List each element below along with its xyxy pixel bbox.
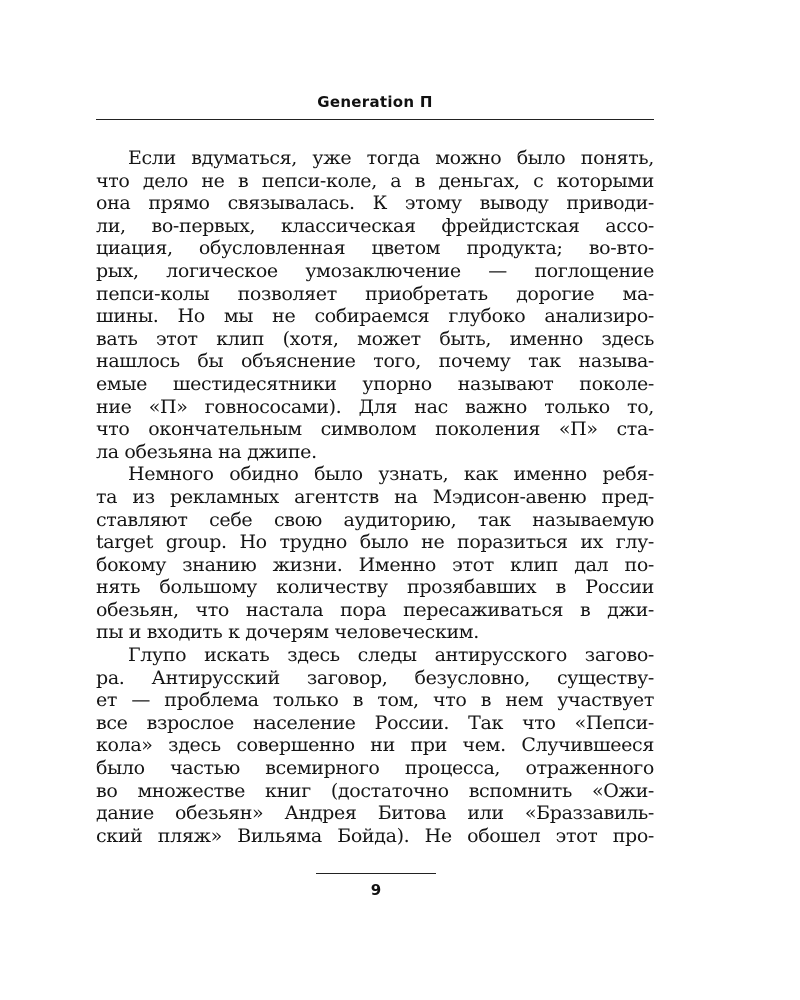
text-line: ние «П» говнососами). Для нас важно только то,	[96, 395, 654, 418]
text-line: во множестве книг (достаточно вспомнить «Ожи-	[96, 779, 654, 802]
text-line: вать этот клип (хотя, может быть, именно здесь	[96, 327, 654, 350]
text-line: ли, во-первых, классическая фрейдистская ассо-	[96, 214, 654, 237]
footer-rule	[316, 873, 436, 874]
text-line: пы и входить к дочерям человеческим.	[96, 621, 479, 644]
text-line: target group. Но трудно было не поразиться их глу-	[96, 531, 654, 554]
text-line: Глупо искать здесь следы антирусского загово-	[128, 644, 654, 667]
text-line: ет — проблема только в том, что в нем участвует	[96, 689, 654, 712]
text-line: дание обезьян» Андрея Битова или «Браззавиль-	[96, 802, 654, 825]
running-title: Generation П	[317, 93, 433, 111]
text-line: ставляют себе свою аудиторию, так называемую	[96, 508, 654, 531]
text-line: было частью всемирного процесса, отраженного	[96, 757, 654, 780]
text-line: что окончательным символом поколения «П» ста-	[96, 418, 654, 441]
text-line: та из рекламных агентств на Мэдисон-авеню пред-	[96, 485, 654, 508]
text-line: нашлось бы объяснение того, почему так называ-	[96, 350, 654, 373]
text-line: ра. Антирусский заговор, безусловно, существу-	[96, 666, 654, 689]
text-line: Немного обидно было узнать, как именно ребя-	[128, 463, 654, 486]
header-rule	[96, 119, 654, 120]
text-line: рых, логическое умозаключение — поглощение	[96, 259, 654, 282]
text-line: кола» здесь совершенно ни при чем. Случившееся	[96, 734, 654, 757]
text-line: Если вдуматься, уже тогда можно было понять,	[128, 147, 654, 169]
text-line: что дело не в пепси-коле, а в деньгах, с которыми	[96, 169, 654, 192]
body-text	[96, 147, 654, 847]
text-line: пепси-колы позволяет приобретать дорогие ма-	[96, 282, 654, 305]
text-line: шины. Но мы не собираемся глубоко анализиро-	[96, 305, 654, 328]
text-line: нять большому количеству прозябавших в России	[96, 576, 654, 599]
page-number: 9	[370, 881, 382, 899]
text-line: ла обезьяна на джипе.	[96, 440, 317, 463]
text-line: циация, обусловленная цветом продукта; во-вто-	[96, 237, 654, 260]
text-line: емые шестидесятники упорно называют поколе-	[96, 372, 654, 395]
text-line: бокому знанию жизни. Именно этот клип дал по-	[96, 553, 654, 576]
text-line: все взрослое население России. Так что «Пепси-	[96, 711, 654, 734]
text-line: ский пляж» Вильяма Бойда). Не обошел этот про-	[96, 824, 654, 847]
text-line: обезьян, что настала пора пересаживаться в джи-	[96, 598, 654, 621]
text-line: она прямо связывалась. К этому выводу приводи-	[96, 192, 654, 215]
